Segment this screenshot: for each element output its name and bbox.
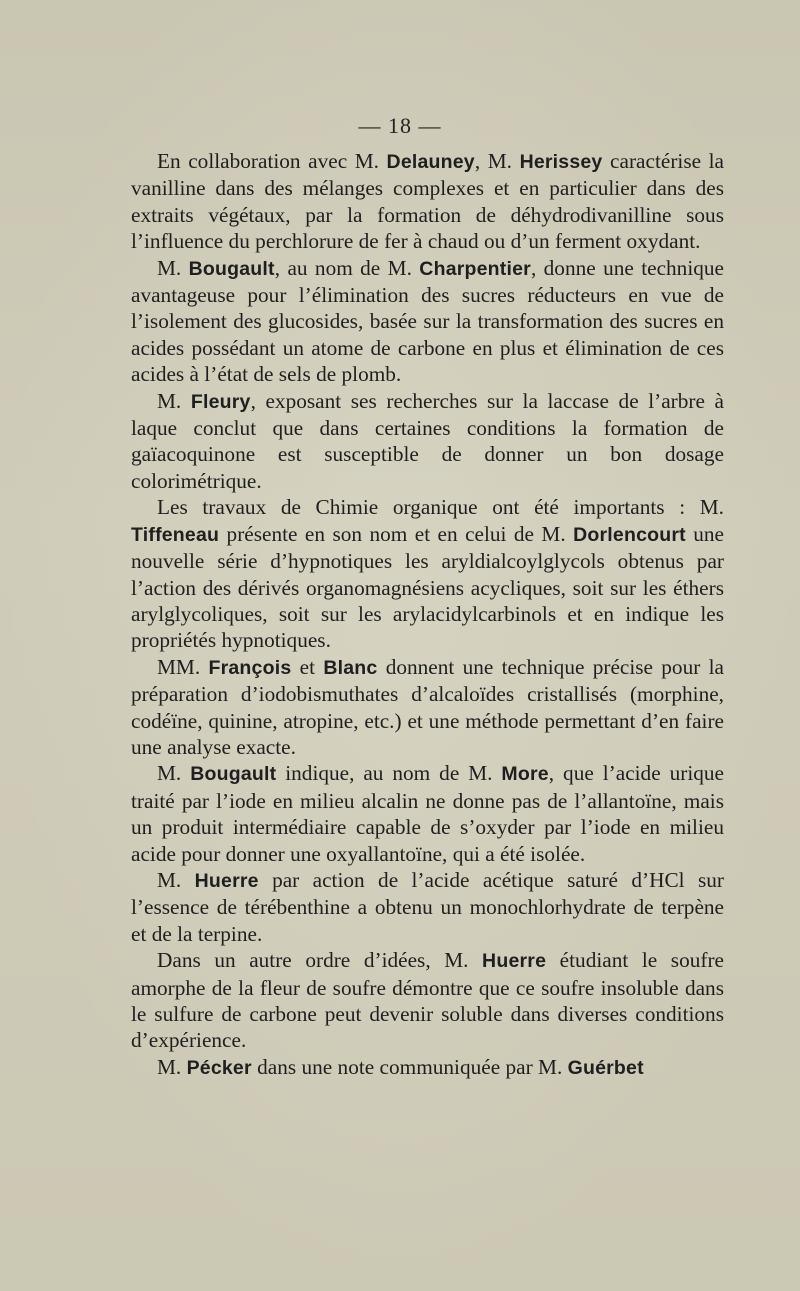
- text-run: M.: [157, 388, 191, 413]
- paragraph: [131, 760, 724, 867]
- author-name: More: [501, 763, 549, 786]
- page-number: — 18 —: [358, 113, 442, 138]
- author-name: Tiffeneau: [131, 523, 220, 546]
- author-name: Bougault: [188, 257, 275, 280]
- text-run: , que l’acide urique traité par l’iode en milieu alcalin ne donne pas de l’allantoïne, mais un produit intermédiaire capable de s’oxyder par l’iode en milieu acide pour donner une oxyallantoïne, qui a été isolée.: [131, 761, 724, 866]
- paragraph: [131, 654, 724, 761]
- paragraph: [131, 255, 724, 388]
- text-run: M.: [157, 255, 189, 280]
- author-name: François: [208, 656, 292, 679]
- paragraph: [131, 867, 724, 947]
- text-run: indique, au nom de M.: [276, 761, 502, 786]
- text-run: donnent une technique précise pour la préparation d’iodobismuthates d’alcaloïdes cristallisés (morphine, codéïne, quinine, atropine, etc.) et une méthode permettant d’en faire une analyse exacte.: [131, 654, 724, 759]
- text-run: Dans un autre ordre d’idées, M.: [157, 948, 483, 973]
- author-name: Guérbet: [567, 1056, 644, 1079]
- paragraph: [131, 494, 724, 653]
- text-run: En collaboration avec M.: [157, 149, 387, 173]
- author-name: Huerre: [194, 869, 259, 892]
- text-run: étudiant le soufre amorphe de la fleur de soufre démontre que ce soufre insoluble dans le sulfure de carbone peut devenir soluble dans diverses conditions d’expérience.: [131, 948, 724, 1053]
- paragraph: [131, 947, 724, 1054]
- text-run: par action de l’acide acétique saturé d’HCl sur l’essence de térébenthine a obtenu un monochlorhydrate de terpène et de la terpine.: [131, 867, 724, 946]
- author-name: Delauney: [386, 151, 475, 173]
- text-run: Les travaux de Chimie organique ont été importants : M.: [157, 495, 724, 520]
- author-name: Huerre: [482, 950, 547, 973]
- author-name: Fleury: [190, 390, 251, 413]
- text-run: M.: [157, 867, 195, 892]
- author-name: Dorlencourt: [573, 523, 686, 546]
- author-name: Blanc: [323, 656, 378, 679]
- body-text: [131, 148, 724, 1081]
- text-run: et: [291, 654, 324, 679]
- author-name: Charpentier: [419, 257, 531, 280]
- author-name: Pécker: [186, 1056, 252, 1079]
- text-run: dans une note communiquée par M.: [251, 1054, 568, 1079]
- text-run: une nouvelle série d’hypnotiques les aryldialcoylglycols obtenus par l’action des dérivés organomagnésiens acycliques, soit sur les éthers arylglycoliques, soit sur les arylacidylcarbinols et en indique les propriétés hypnotiques.: [131, 521, 725, 653]
- text-run: MM.: [157, 654, 209, 679]
- paragraph: [131, 388, 724, 495]
- text-run: , donne une technique avantageuse pour l’élimination des sucres réducteurs en vue de l’isolement des glucosides, basée sur la transformation des sucres en acides possédant un atome de carbone en plus et élimination de ces acides à l’état de sels de plomb.: [131, 255, 724, 387]
- author-name: Bougault: [190, 763, 277, 786]
- text-run: , M.: [474, 149, 520, 173]
- text-run: caractérise la vanilline dans des mélanges complexes et en particulier dans des extraits végétaux, par la formation de déhydrodivanilline sous l’influence du perchlorure de fer à chaud ou d’un ferment oxydant.: [131, 149, 724, 254]
- text-run: M.: [157, 1054, 187, 1079]
- text-run: , exposant ses recherches sur la laccase de l’arbre à laque conclut que dans certaines conditions la formation de gaïacoquinone est susceptible de donner un bon dosage colorimétrique.: [131, 388, 724, 493]
- text-run: M.: [157, 761, 191, 786]
- paragraph: [131, 148, 724, 255]
- author-name: Herissey: [519, 151, 603, 173]
- text-run: , au nom de M.: [274, 255, 420, 280]
- text-run: présente en son nom et en celui de M.: [219, 521, 574, 546]
- paragraph: [131, 1054, 724, 1081]
